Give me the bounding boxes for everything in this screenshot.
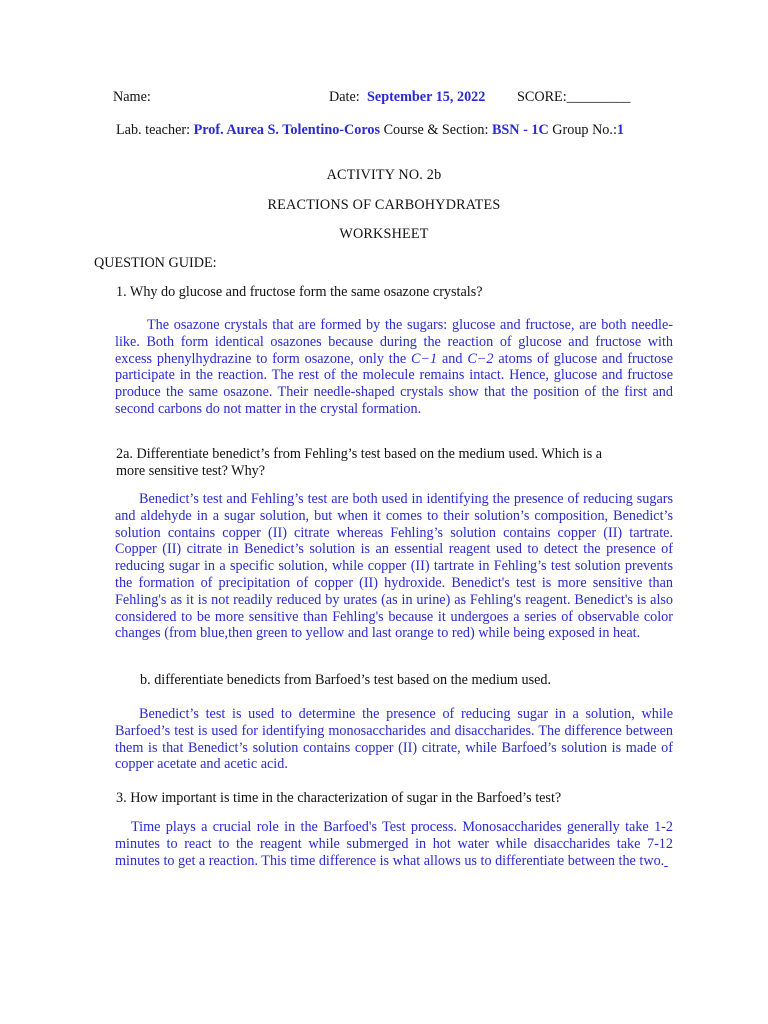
answer-3: Time plays a crucial role in the Barfoed's Test process. Monosaccharides generally take 1-2 minutes to react to the reagent while submerged in hot water while disaccharides take 7-12 minutes to get a reaction. This time difference is what allows us to differentiate between the two. [115,819,673,869]
lab-info-line [116,122,624,139]
c1-term: C−1 [411,350,438,367]
lab-teacher-label: Lab. teacher: [116,122,191,138]
question-2a-line2: more sensitive test? Why? [116,463,266,479]
score-label: SCORE:_________ [517,89,631,105]
question-guide-heading: QUESTION GUIDE: [94,255,217,271]
subject-title: REACTIONS OF CARBOHYDRATES [267,197,501,213]
course-value: BSN - 1C [491,122,549,138]
answer-2b: Benedict’s test is used to determine the presence of reducing sugar in a solution, while Barfoed’s test is used for identifying monosaccharides and disaccharides. The difference between them is that Benedict’s solution contains copper (II) citrate, while Barfoed’s solution is made of copper acetate and acetic acid. [115,706,673,773]
answer-1: The osazone crystals that are formed by the sugars: glucose and fructose, are both needle-like. Both form identical osazones because during the reaction of glucose and fructose with excess phenylhydrazine to form osazone, only the C−1 and C−2 atoms of glucose and fructose participate in the reaction. The rest of the molecule remains intact. Hence, glucose and fructose produce the same osazone. Their needle-shaped crystals show that the position of the first and second carbons do not matter in the crystal formation. [115,317,674,417]
activity-title: ACTIVITY NO. 2b [326,167,442,183]
worksheet-title: WORKSHEET [339,226,429,242]
lab-teacher-value: Prof. Aurea S. Tolentino-Coros [193,122,381,138]
question-3: 3. How important is time in the characterization of sugar in the Barfoed’s test? [116,790,562,806]
answer-2a: Benedict’s test and Fehling’s test are both used in identifying the presence of reducing sugars and aldehyde in a sugar solution, but when it comes to their solution’s composition, Benedict’s solution contains copper (II) citrate whereas Fehling’s solution contains copper (II) tartrate. Copper (II) citrate in Benedict’s solution is an essential reagent used to detect the presence of reducing sugar in a specific solution, while copper (II) tartrate in Fehling’s test solution prevents the formation of precipitation of copper (II) hydroxide. Benedict's test is more sensitive than Fehling's as it is not readily reduced by urates (as in urine) as Fehling's reagent. Benedict's is also considered to be more sensitive than Fehling's because it undergoes a series of observable color changes (from blue,then green to yellow and last orange to red) while being exposed in heat. [115,491,673,642]
date-value: September 15, 2022 [367,89,486,105]
name-label: Name: [113,89,151,105]
question-1: 1. Why do glucose and fructose form the same osazone crystals? [116,284,483,300]
question-2a-line1: 2a. Differentiate benedict’s from Fehling’s test based on the medium used. Which is a [116,446,603,462]
group-label: Group No.: [552,122,617,138]
date-label: Date: [329,89,360,105]
question-2b: b. differentiate benedicts from Barfoed’s test based on the medium used. [140,672,552,688]
course-label: Course & Section: [383,122,489,138]
group-value: 1 [616,122,624,138]
trailing-underline [664,853,668,869]
c2-term: C−2 [467,350,494,367]
